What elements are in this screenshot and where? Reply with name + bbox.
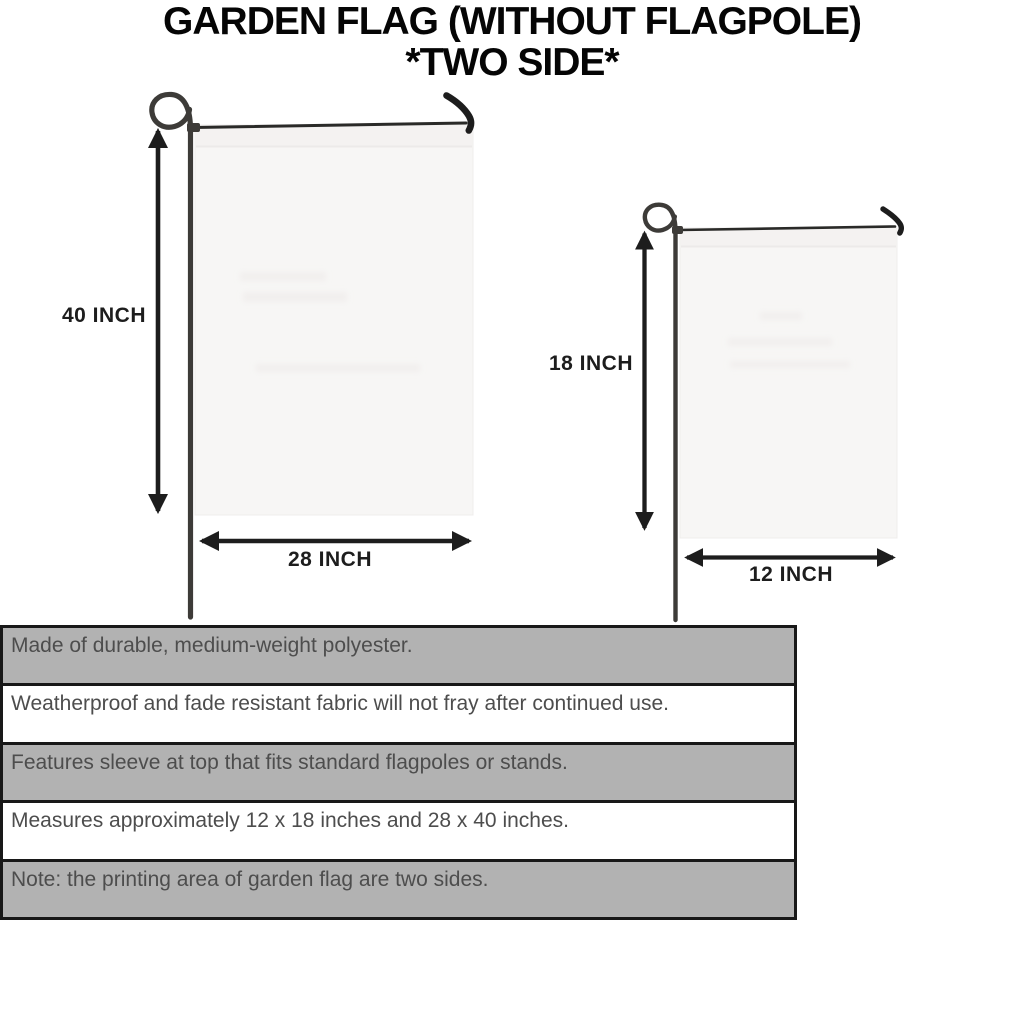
feature-row <box>3 742 794 800</box>
small-flag-width-label: 12 INCH <box>748 563 834 586</box>
feature-row <box>3 859 794 917</box>
feature-row <box>3 800 794 858</box>
feature-text: Note: the printing area of garden flag are two sides. <box>11 867 489 891</box>
feature-text: Measures approximately 12 x 18 inches and 28 x 40 inches. <box>11 809 569 833</box>
small-flag-diagram <box>549 205 901 620</box>
small-flag-pole <box>645 205 676 620</box>
feature-text: Made of durable, medium-weight polyester. <box>11 634 413 657</box>
feature-row <box>3 683 794 741</box>
large-flag-width-label: 28 INCH <box>287 548 373 571</box>
large-flag-sleeve <box>196 126 472 146</box>
page-title: GARDEN FLAG (WITHOUT FLAGPOLE) <box>163 0 861 43</box>
small-flag-height-label: 18 INCH <box>548 352 634 375</box>
large-flag-pole-clip <box>187 123 200 132</box>
small-flag-sleeve <box>681 229 896 246</box>
feature-text: Weatherproof and fade resistant fabric will not fray after continued use. <box>11 692 669 716</box>
large-flag-diagram <box>62 94 473 617</box>
feature-text: Features sleeve at top that fits standard flagpoles or stands. <box>11 750 568 774</box>
large-flag-canvas <box>195 125 473 515</box>
feature-row <box>3 628 794 683</box>
small-flag-pole-clip <box>672 226 683 234</box>
large-flag-height-label: 40 INCH <box>61 304 147 327</box>
page-subtitle: *TWO SIDE* <box>405 41 619 84</box>
feature-table <box>0 625 797 920</box>
small-flag-canvas <box>680 228 897 538</box>
